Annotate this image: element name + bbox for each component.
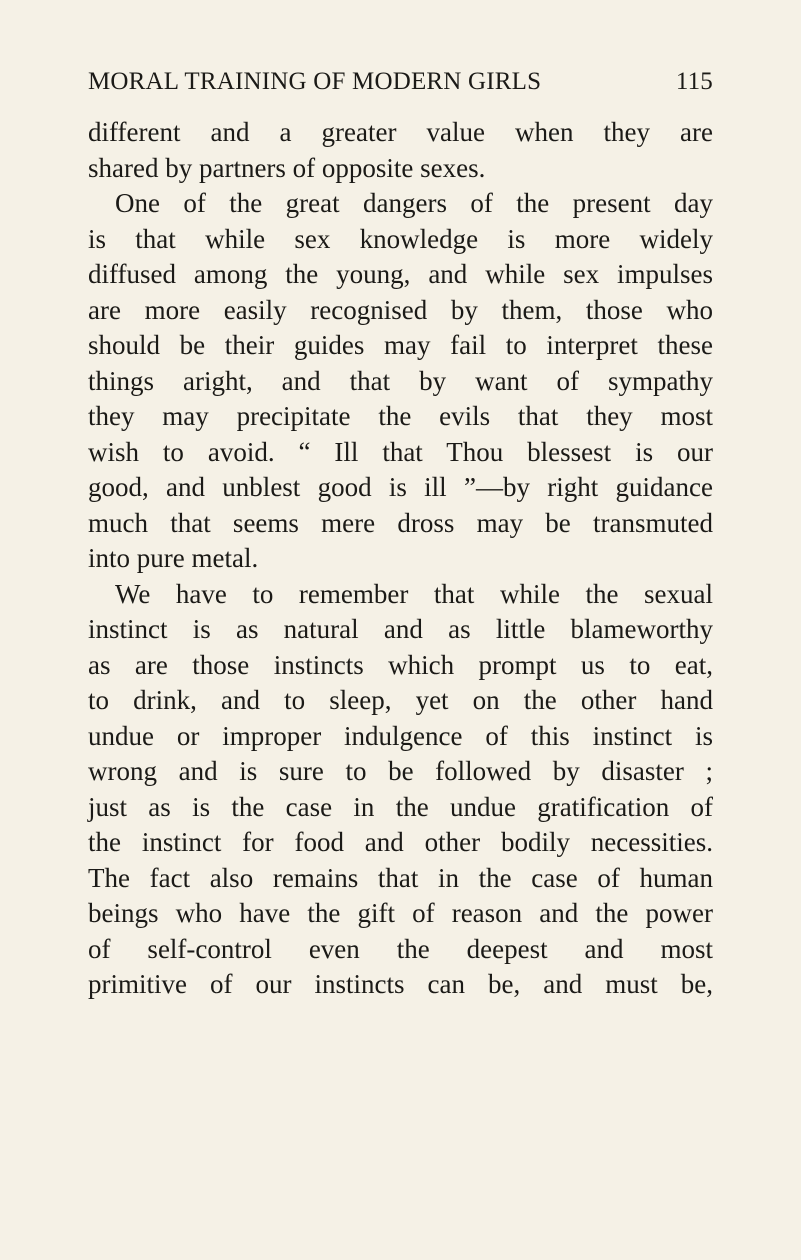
body-text: [88, 115, 713, 1003]
text-line: are more easily recognised by them, those who: [88, 294, 713, 325]
text-line: of self-control even the deepest and most: [88, 933, 713, 964]
text-line: different and a greater value when they are: [88, 117, 713, 147]
text-line: into pure metal.: [88, 543, 259, 573]
text-line: the instinct for food and other bodily necessities.: [88, 827, 713, 857]
text-line: they may precipitate the evils that they most: [88, 401, 713, 431]
text-line: diffused among the young, and while sex impulses: [88, 259, 713, 289]
text-line: shared by partners of opposite sexes.: [88, 152, 486, 183]
text-line: instinct is as natural and as little blameworthy: [88, 614, 713, 644]
text-line: much that seems mere dross may be transmuted: [88, 507, 713, 538]
text-line: as are those instincts which prompt us to eat,: [88, 649, 713, 680]
text-line: is that while sex knowledge is more widely: [88, 223, 713, 254]
text-line: wish to avoid. “ Ill that Thou blessest is our: [88, 436, 713, 467]
text-line: things aright, and that by want of sympathy: [88, 365, 713, 396]
text-line: primitive of our instincts can be, and must be,: [88, 969, 713, 999]
text-line: good, and unblest good is ill ”—by right guidance: [88, 472, 713, 502]
text-line: should be their guides may fail to interpret these: [88, 330, 713, 360]
running-title: MORAL TRAINING OF MODERN GIRLS: [88, 68, 542, 95]
text-line: to drink, and to sleep, yet on the other hand: [88, 685, 713, 715]
text-line: beings who have the gift of reason and the power: [88, 898, 713, 928]
text-line: just as is the case in the undue gratification of: [88, 791, 713, 822]
text-line: undue or improper indulgence of this instinct is: [88, 720, 713, 751]
page-number: 115: [675, 68, 713, 95]
text-line: wrong and is sure to be followed by disaster ;: [88, 756, 713, 786]
running-head: [88, 62, 713, 102]
text-line: The fact also remains that in the case of human: [88, 862, 713, 893]
text-line: One of the great dangers of the present day: [115, 188, 713, 218]
text-line: We have to remember that while the sexual: [115, 578, 713, 609]
